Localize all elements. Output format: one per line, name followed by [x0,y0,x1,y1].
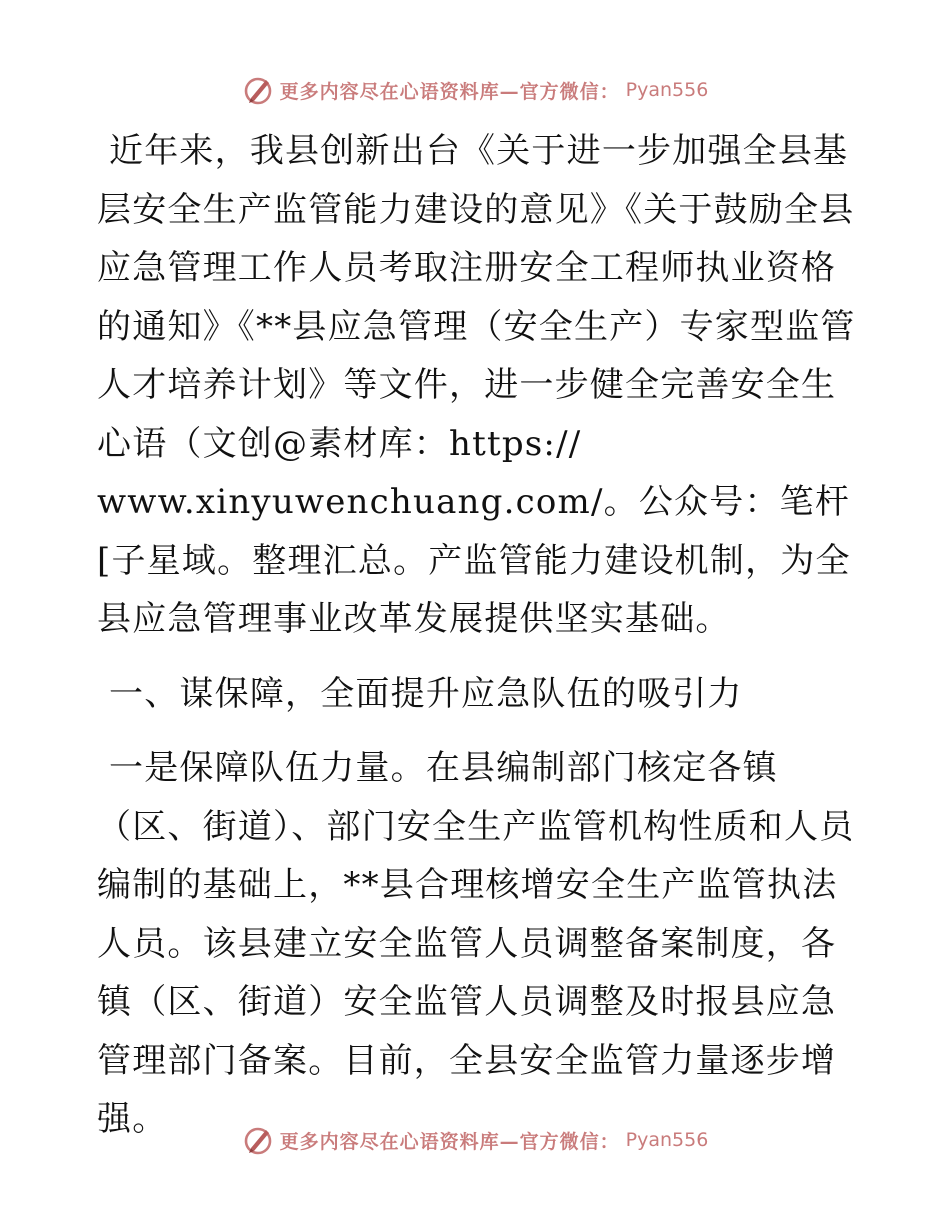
paragraph-first-point: 一是保障队伍力量。在县编制部门核定各镇（区、街道）、部门安全生产监管机构性质和人员编制的基础上，**县合理核增安全生产监管执法人员。该县建立安全监管人员调整备案制度，各镇（区、街道）安全监管人员调整及时报县应急管理部门备案。目前，全县安全监管力量逐步增强。 [97,748,855,1139]
header-banner [0,70,950,110]
footer-banner-contact: Pyan556 [625,1129,709,1151]
document-body [97,122,857,1149]
header-banner-text: 更多内容尽在心语资料库—官方微信： [279,80,620,103]
header-banner-contact: Pyan556 [625,79,709,101]
section-heading: 一、谋保障，全面提升应急队伍的吸引力 [97,673,743,714]
quill-pen-logo-icon [242,1124,274,1156]
footer-banner [0,1120,950,1160]
footer-banner-text: 更多内容尽在心语资料库—官方微信： [279,1130,620,1153]
paragraph-intro: 近年来，我县创新出台《关于进一步加强全县基层安全生产监管能力建设的意见》《关于鼓励全县应急管理工作人员考取注册安全工程师执业资格的通知》《**县应急管理（安全生产）专家型监管人才培养计划》等文件，进一步健全完善安全生心语（文创@素材库：https:// www.xinyuwenchuang.com/。公众号：笔杆[子星域。整理汇总。产监管能力建设机制，为全县应急管理事业改革发展提供坚实基础。 [97,131,856,639]
quill-pen-logo-icon [242,74,274,106]
